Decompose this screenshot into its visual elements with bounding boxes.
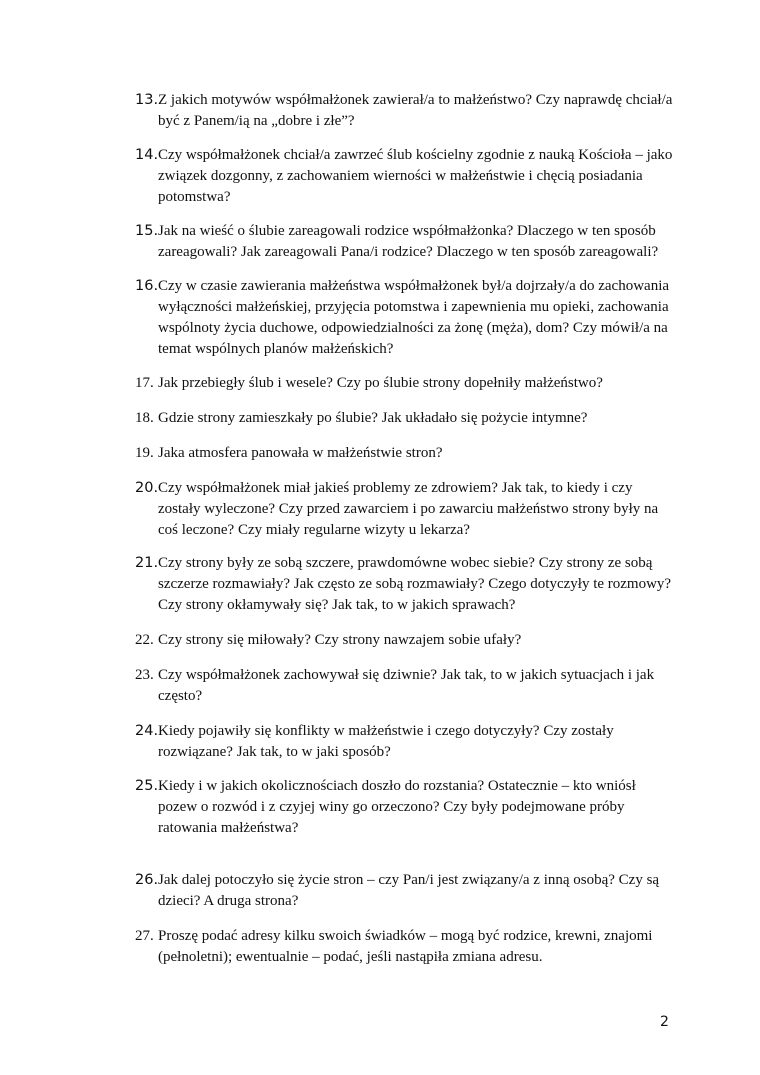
question-text: Jaka atmosfera panowała w małżeństwie stron? <box>158 445 443 461</box>
question-number: 21. <box>135 555 159 571</box>
question-text: Czy współmałżonek chciał/a zawrzeć ślub kościelny zgodnie z nauką Kościoła – jako związek dozgonny, z zachowaniem wierności w małżeństwie i chęcią posiadania potomstwa? <box>158 147 673 205</box>
question-24 <box>135 721 675 763</box>
question-text: Jak dalej potoczyło się życie stron – czy Pan/i jest związany/a z inną osobą? Czy są dzieci? A druga strona? <box>158 872 660 909</box>
question-text: Czy współmałżonek miał jakieś problemy ze zdrowiem? Jak tak, to kiedy i czy zostały wyleczone? Czy przed zawarciem i po zawarciu małżeństwo strony były na coś leczone? Czy miały regularne wizyty u lekarza? <box>158 480 659 538</box>
question-text: Jak przebiegły ślub i wesele? Czy po ślubie strony dopełniły małżeństwo? <box>158 375 603 391</box>
question-15 <box>135 221 675 263</box>
question-text: Kiedy i w jakich okolicznościach doszło do rozstania? Ostatecznie – kto wniósł pozew o rozwód i z czyjej winy go orzeczono? Czy były podejmowane próby ratowania małżeństwa? <box>158 778 636 836</box>
question-number: 20. <box>135 480 159 496</box>
page-number: 2 <box>660 1014 669 1030</box>
question-text: Jak na wieść o ślubie zareagowali rodzice współmałżonka? Dlaczego w ten sposób zareagowali? Jak zareagowali Pana/i rodzice? Dlaczego w ten sposób zareagowali? <box>158 223 659 260</box>
question-number: 18. <box>135 410 154 426</box>
question-text: Czy w czasie zawierania małżeństwa współmałżonek był/a dojrzały/a do zachowania wyłączności małżeńskiej, przyjęcia potomstwa i zapewnienia mu opieki, zachowania wspólnoty życia duchowe, odpowiedzialności za żonę (męża), dom? Czy mówił/a na temat wspólnych planów małżeńskich? <box>158 278 670 357</box>
question-text: Proszę podać adresy kilku swoich świadków – mogą być rodzice, krewni, znajomi (pełnoletni); ewentualnie – podać, jeśli nastąpiła zmiana adresu. <box>158 928 653 965</box>
question-16 <box>135 276 675 360</box>
question-text: Z jakich motywów współmałżonek zawierał/a to małżeństwo? Czy naprawdę chciał/a być z Panem/ią na „dobre i złe”? <box>158 92 673 129</box>
question-text: Gdzie strony zamieszkały po ślubie? Jak układało się pożycie intymne? <box>158 410 588 426</box>
question-text: Kiedy pojawiły się konflikty w małżeństwie i czego dotyczyły? Czy zostały rozwiązane? Jak tak, to w jaki sposób? <box>158 723 614 760</box>
question-20 <box>135 478 675 541</box>
question-22 <box>135 630 675 651</box>
question-25 <box>135 776 675 839</box>
question-number: 19. <box>135 445 154 461</box>
question-number: 24. <box>135 723 159 739</box>
question-17 <box>135 373 675 394</box>
question-23 <box>135 665 675 707</box>
question-text: Czy strony się miłowały? Czy strony nawzajem sobie ufały? <box>158 632 522 648</box>
question-number: 17. <box>135 375 154 391</box>
question-number: 13. <box>135 92 159 108</box>
question-number: 16. <box>135 278 159 294</box>
question-number: 23. <box>135 667 154 683</box>
question-text: Czy współmałżonek zachowywał się dziwnie? Jak tak, to w jakich sytuacjach i jak często? <box>158 667 655 704</box>
question-number: 26. <box>135 872 159 888</box>
question-27 <box>135 926 675 968</box>
question-number: 25. <box>135 778 159 794</box>
question-number: 15. <box>135 223 159 239</box>
question-number: 14. <box>135 147 159 163</box>
question-26 <box>135 870 675 912</box>
question-number: 27. <box>135 928 154 944</box>
question-13 <box>135 90 675 132</box>
question-18 <box>135 408 675 429</box>
question-21 <box>135 553 675 616</box>
question-19 <box>135 443 675 464</box>
question-number: 22. <box>135 632 154 648</box>
question-text: Czy strony były ze sobą szczere, prawdomówne wobec siebie? Czy strony ze sobą szczerze rozmawiały? Jak często ze sobą rozmawiały? Czego dotyczyły te rozmowy? Czy strony okłamywały się? Jak tak, to w jakich sprawach? <box>158 555 672 613</box>
question-14 <box>135 145 675 208</box>
